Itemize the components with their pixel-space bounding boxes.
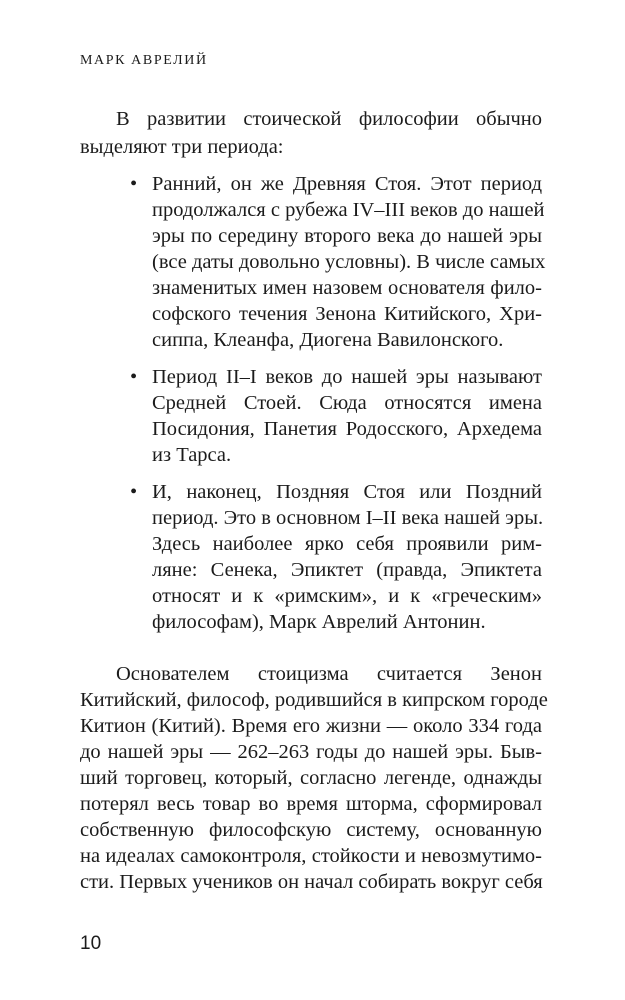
intro-line: В развитии стоической философии обычно: [116, 108, 542, 130]
list-item-line: Ранний, он же Древняя Стоя. Этот период: [152, 173, 542, 195]
list-item-line: И, наконец, Поздняя Стоя или Поздний: [152, 481, 542, 503]
list-item-line: (все даты довольно условны). В числе самых: [152, 251, 546, 273]
list-bullet: •: [130, 366, 138, 388]
list-item-line: философам), Марк Аврелий Антонин.: [152, 611, 486, 633]
founder-line: потерял весь товар во время шторма, сформировал: [80, 793, 542, 815]
intro-line: выделяют три периода:: [80, 136, 284, 158]
list-item-line: Средней Стоей. Сюда относятся имена: [152, 392, 542, 414]
founder-line: на идеалах самоконтроля, стойкости и невозмутимо-: [80, 845, 542, 867]
page-number: 10: [80, 933, 102, 954]
list-item-line: из Тарса.: [152, 444, 232, 466]
list-item-line: Здесь наиболее ярко себя проявили рим-: [152, 533, 542, 555]
list-item-line: период. Это в основном I–II века нашей эры.: [152, 507, 544, 529]
list-item-line: софского течения Зенона Китийского, Хри-: [152, 303, 542, 325]
list-item-line: Период II–I веков до нашей эры называют: [152, 366, 542, 388]
list-item-line: эры по середину второго века до нашей эры: [152, 225, 542, 247]
founder-line: Основателем стоицизма считается Зенон: [116, 663, 542, 685]
list-item-line: сиппа, Клеанфа, Диогена Вавилонского.: [152, 329, 504, 351]
list-item-line: знаменитых имен назовем основателя фило-: [152, 277, 542, 299]
list-item-line: относят и к «римским», и к «греческим»: [152, 585, 542, 607]
list-item-line: Посидония, Панетия Родосского, Архедема: [152, 418, 542, 440]
founder-line: Китион (Китий). Время его жизни — около 334 года: [80, 715, 542, 737]
founder-line: сти. Первых учеников он начал собирать вокруг себя: [80, 871, 543, 893]
list-item-line: продолжался с рубежа IV–III веков до нашей: [152, 199, 545, 221]
founder-line: ший торговец, который, согласно легенде, однажды: [80, 767, 542, 789]
founder-line: Китийский, философ, родившийся в кипрском городе: [80, 689, 548, 711]
list-bullet: •: [130, 173, 138, 195]
founder-line: собственную философскую систему, основанную: [80, 819, 542, 841]
list-item-line: ляне: Сенека, Эпиктет (правда, Эпиктета: [152, 559, 542, 581]
running-head: МАРК АВРЕЛИЙ: [80, 53, 208, 68]
founder-line: до нашей эры — 262–263 годы до нашей эры. Быв-: [80, 741, 542, 763]
list-bullet: •: [130, 481, 138, 503]
